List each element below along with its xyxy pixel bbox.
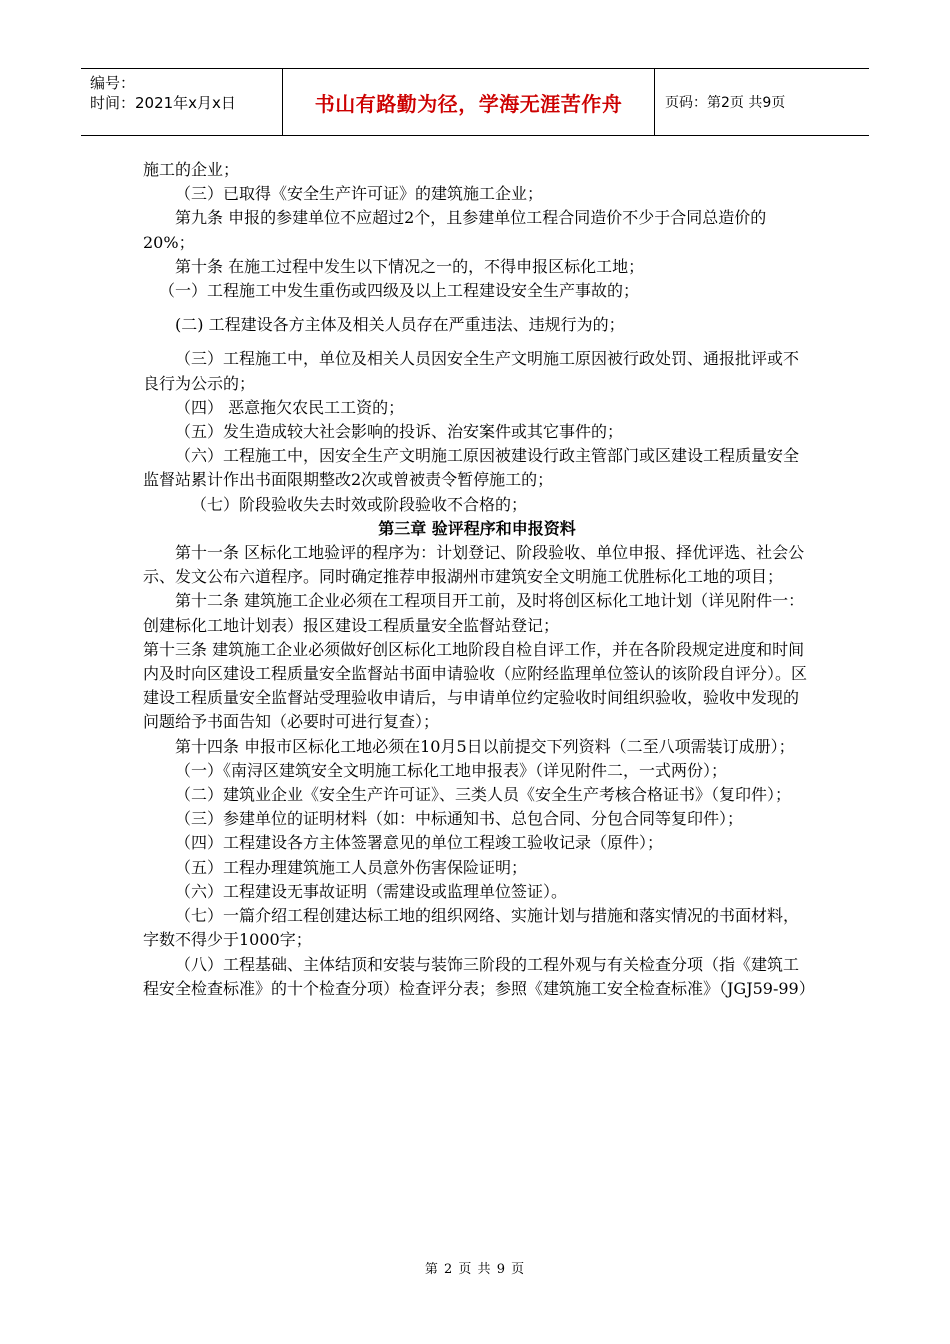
- paragraph-group-2: [143, 541, 815, 1001]
- paragraph-group-1: [143, 158, 811, 517]
- paragraph: （六）工程施工中，因安全生产文明施工原因被建设行政主管部门或区建设工程质量安全监督站累计作出书面限期整改2次或曾被责令暂停施工的；: [143, 446, 800, 490]
- paragraph: 第十四条 申报市区标化工地必须在10月5日以前提交下列资料（二至八项需装订成册）；: [175, 736, 795, 756]
- chapter-title: 第三章 验评程序和申报资料: [378, 518, 576, 538]
- paragraph: （五）发生造成较大社会影响的投诉、治安案件或其它事件的；: [175, 422, 624, 442]
- paragraph: （八）工程基础、主体结顶和安装与装饰三阶段的工程外观与有关检查分项（指《建筑工程安全检查标准》的十个检查分项）检查评分表；参照《建筑施工安全检查标准》（JGJ59-99）: [143, 954, 815, 998]
- paragraph: （一）《南浔区建筑安全文明施工标化工地申报表》（详见附件二，一式两份）；: [175, 760, 728, 780]
- header-page-info: 页码：第2页 共9页: [665, 95, 786, 111]
- paragraph: （五）工程办理建筑施工人员意外伤害保险证明；: [175, 857, 528, 877]
- paragraph: （四） 恶意拖欠农民工工资的；: [175, 397, 405, 417]
- document-date: 时间：2021年x月x日: [90, 94, 236, 112]
- paragraph: 第十一条 区标化工地验评的程序为：计划登记、阶段验收、单位申报、择优评选、社会公示、发文公布六道程序。同时确定推荐申报湖州市建筑安全文明施工优胜标化工地的项目；: [143, 543, 805, 587]
- document-body: [143, 158, 815, 1001]
- paragraph: 第十三条 建筑施工企业必须做好创区标化工地阶段自检自评工作，并在各阶段规定进度和时间内及时向区建设工程质量安全监督站书面申请验收（应附经监理单位签认的该阶段自评分）。区建设工程质量安全监督站受理验收申请后，与申请单位约定验收时间组织验收，验收中发现的问题给予书面告知（必要时可进行复查）；: [143, 639, 808, 732]
- paragraph: （七）一篇介绍工程创建达标工地的组织网络、实施计划与措施和落实情况的书面材料，字数不得少于1000字；: [143, 906, 800, 950]
- header-motto: 书山有路勤为径，学海无涯苦作舟: [283, 69, 655, 135]
- paragraph: （三）参建单位的证明材料（如：中标通知书、总包合同、分包合同等复印件）；: [175, 809, 744, 829]
- paragraph: （七）阶段验收失去时效或阶段验收不合格的；: [191, 494, 528, 514]
- paragraph: （三）已取得《安全生产许可证》的建筑施工企业；: [175, 184, 544, 204]
- paragraph: （一）工程施工中发生重伤或四级及以上工程建设安全生产事故的；: [159, 281, 640, 301]
- paragraph: 第九条 申报的参建单位不应超过2个，且参建单位工程合同造价不少于合同总造价的20%；: [143, 208, 767, 252]
- page-footer: 第 2 页 共 9 页: [424, 1262, 526, 1277]
- paragraph: （二）建筑业企业《安全生产许可证》、三类人员《安全生产考核合格证书》（复印件）；: [175, 785, 792, 805]
- paragraph: 第十条 在施工过程中发生以下情况之一的，不得申报区标化工地；: [175, 256, 645, 276]
- paragraph: 第十二条 建筑施工企业必须在工程项目开工前，及时将创区标化工地计划（详见附件一：创建标化工地计划表）报区建设工程质量安全监督站登记；: [143, 591, 805, 635]
- paragraph: 施工的企业；: [143, 160, 240, 179]
- paragraph: （四）工程建设各方主体签署意见的单位工程竣工验收记录（原件）；: [175, 833, 664, 853]
- page-header: [81, 68, 869, 136]
- header-meta: [81, 69, 283, 135]
- paragraph: （六）工程建设无事故证明（需建设或监理单位签证）。: [175, 881, 568, 901]
- paragraph: （三）工程施工中，单位及相关人员因安全生产文明施工原因被行政处罚、通报批评或不良行为公示的；: [143, 349, 800, 393]
- paragraph: (二) 工程建设各方主体及相关人员存在严重违法、违规行为的；: [175, 315, 625, 335]
- document-number-label: 编号：: [90, 74, 136, 92]
